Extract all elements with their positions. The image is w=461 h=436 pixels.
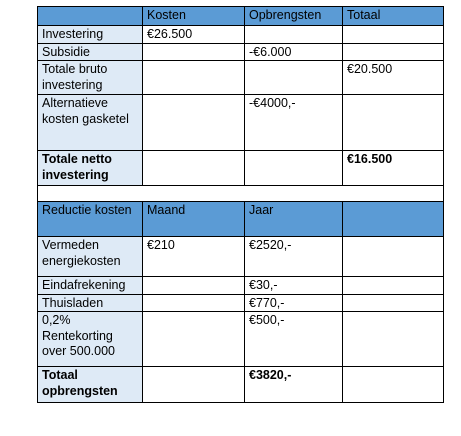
table-row (38, 294, 444, 312)
table1-header-kosten: Kosten (143, 7, 245, 26)
cell-jaar: €3820,- (245, 367, 343, 403)
table-row (38, 277, 444, 295)
cell-extra (343, 312, 444, 367)
table-row (38, 237, 444, 277)
cell-opbrengsten (245, 61, 343, 95)
cell-extra (343, 237, 444, 277)
investment-table-container (37, 6, 443, 403)
table2-header-extra (343, 202, 444, 237)
table-row (38, 95, 444, 151)
cell-kosten (143, 95, 245, 151)
table-row (38, 43, 444, 61)
table-separator-row (38, 186, 444, 202)
cell-opbrengsten: -€4000,- (245, 95, 343, 151)
table-row (38, 151, 444, 186)
row-label: Alternatieve kosten gasketel (38, 95, 143, 151)
table1-header-label (38, 7, 143, 26)
investment-table (37, 6, 444, 403)
cell-maand (143, 277, 245, 295)
row-label: Investering (38, 26, 143, 44)
table1-header-opbrengsten: Opbrengsten (245, 7, 343, 26)
table-row (38, 367, 444, 403)
separator-cell (38, 186, 444, 202)
cell-jaar: €30,- (245, 277, 343, 295)
cell-jaar: €2520,- (245, 237, 343, 277)
cell-opbrengsten: -€6.000 (245, 43, 343, 61)
table2-header-label: Reductie kosten (38, 202, 143, 237)
table-row (38, 312, 444, 367)
cell-extra (343, 277, 444, 295)
cell-totaal: €16.500 (343, 151, 444, 186)
row-label: Totale bruto investering (38, 61, 143, 95)
cell-opbrengsten (245, 26, 343, 44)
cell-extra (343, 294, 444, 312)
cell-totaal: €20.500 (343, 61, 444, 95)
cell-kosten (143, 61, 245, 95)
cell-kosten (143, 43, 245, 61)
row-label: Thuisladen (38, 294, 143, 312)
table2-header-maand: Maand (143, 202, 245, 237)
row-label: Totale netto investering (38, 151, 143, 186)
row-label: Totaal opbrengsten (38, 367, 143, 403)
table1-header-row (38, 7, 444, 26)
cell-totaal (343, 26, 444, 44)
cell-kosten: €26.500 (143, 26, 245, 44)
table2-header-row (38, 202, 444, 237)
table2-header-jaar: Jaar (245, 202, 343, 237)
cell-jaar: €770,- (245, 294, 343, 312)
cell-kosten (143, 151, 245, 186)
table1-header-totaal: Totaal (343, 7, 444, 26)
cell-totaal (343, 43, 444, 61)
cell-maand (143, 294, 245, 312)
cell-opbrengsten (245, 151, 343, 186)
cell-maand: €210 (143, 237, 245, 277)
row-label: Subsidie (38, 43, 143, 61)
row-label: Vermeden energiekosten (38, 237, 143, 277)
cell-maand (143, 312, 245, 367)
cell-totaal (343, 95, 444, 151)
cell-maand (143, 367, 245, 403)
table-row (38, 61, 444, 95)
row-label: Eindafrekening (38, 277, 143, 295)
table-row (38, 26, 444, 44)
cell-extra (343, 367, 444, 403)
cell-jaar: €500,- (245, 312, 343, 367)
row-label: 0,2% Rentekorting over 500.000 (38, 312, 143, 367)
